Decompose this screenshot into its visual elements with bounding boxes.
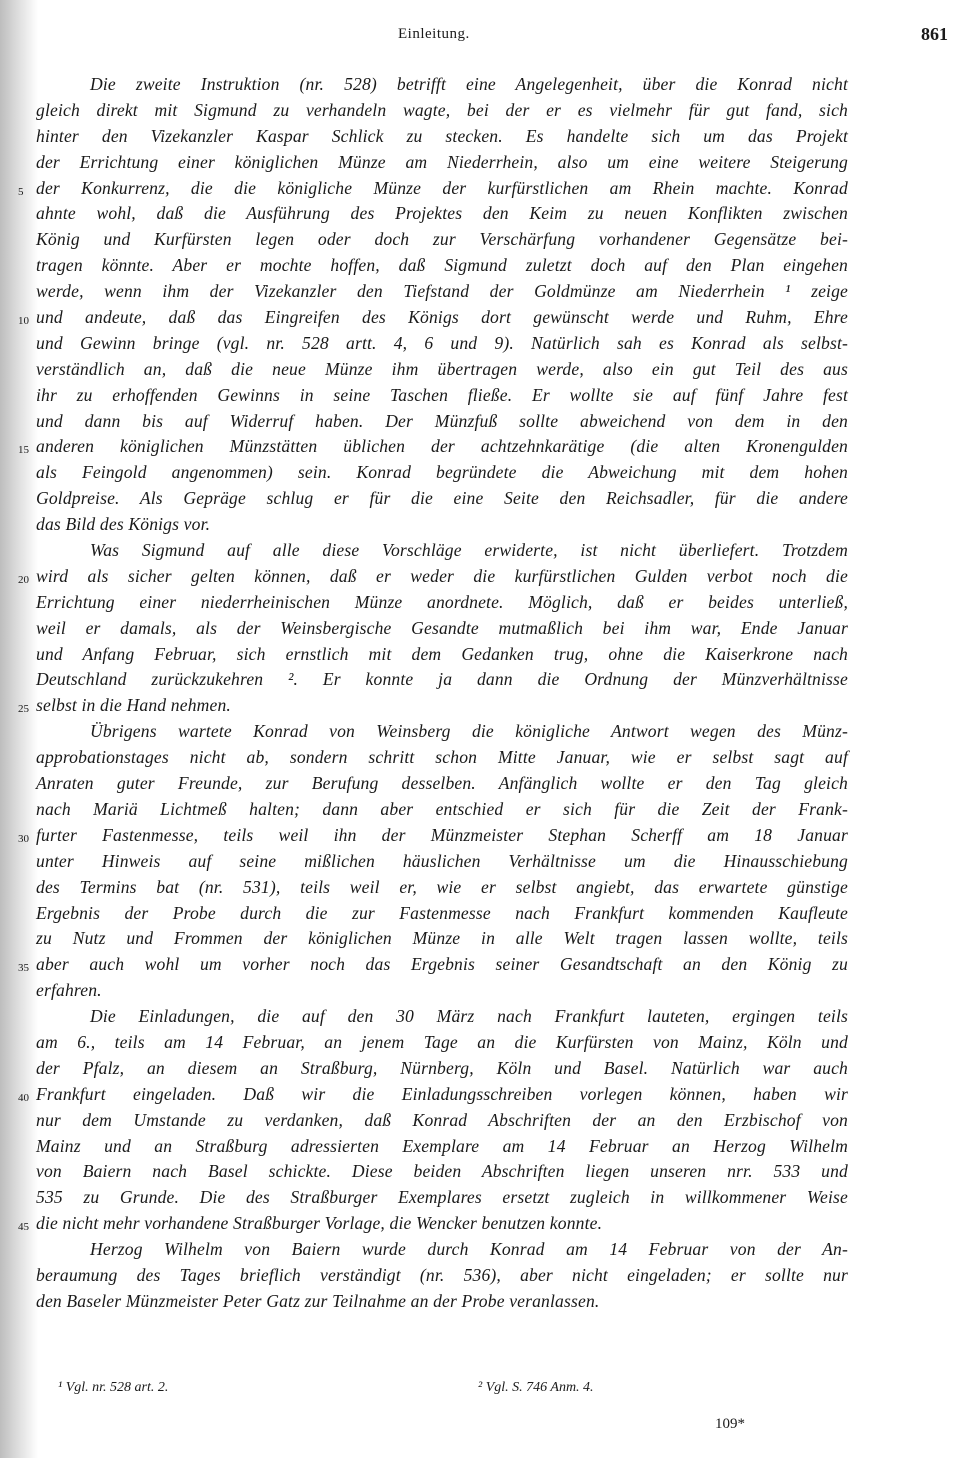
text-line — [0, 1004, 960, 1030]
line-text: nur dem Umstande zu verdanken, daß Konrad Abschriften der an den Erzbischof von — [36, 1109, 848, 1130]
line-text: von Baiern nach Basel schickte. Diese beiden Abschriften liegen unseren nrr. 533 und — [36, 1161, 848, 1182]
text-line — [0, 823, 960, 849]
text-line — [0, 926, 960, 952]
text-line — [0, 771, 960, 797]
line-number: 5 — [18, 185, 24, 198]
line-text: der Errichtung einer königlichen Münze am Niederrhein, also um eine weitere Steigerung — [36, 151, 848, 172]
text-line — [0, 1108, 960, 1134]
text-line — [0, 1134, 960, 1160]
line-text: des Termins bat (nr. 531), teils weil er, wie er selbst angiebt, das erwartete günstige — [36, 876, 848, 897]
text-line — [0, 486, 960, 512]
text-line — [0, 952, 960, 978]
line-text: hinter den Vizekanzler Kaspar Schlick zu stecken. Es handelte sich um das Projekt — [36, 125, 848, 146]
line-text: ahnte wohl, daß die Ausführung des Projektes den Keim zu neuen Konflikten zwischen — [36, 203, 848, 224]
text-line — [0, 124, 960, 150]
text-line — [0, 253, 960, 279]
line-text: und Anfang Februar, sich ernstlich mit dem Gedanken trug, ohne die Kaiserkrone nach — [36, 643, 848, 664]
text-line — [0, 1211, 960, 1237]
line-text: tragen könnte. Aber er mochte hoffen, daß Sigmund zuletzt doch auf den Plan eingehen — [36, 255, 848, 276]
line-text: Frankfurt eingeladen. Daß wir die Einladungsschreiben vorlegen können, haben wir — [36, 1083, 848, 1104]
text-line — [0, 1237, 960, 1263]
line-text: am 6., teils am 14 Februar, an jenem Tage an die Kurfürsten von Mainz, Köln und — [36, 1031, 848, 1052]
text-line — [0, 1185, 960, 1211]
line-text: der Pfalz, an diesem an Straßburg, Nürnberg, Köln und Basel. Natürlich war auch — [36, 1057, 848, 1078]
line-number: 35 — [18, 962, 29, 975]
line-text: nach Mariä Lichtmeß halten; dann aber entschied er sich für die Zeit der Frank- — [36, 798, 848, 819]
text-line — [0, 1082, 960, 1108]
line-text: als Feingold angenommen) sein. Konrad begründete die Abweichung mit dem hohen — [36, 462, 848, 483]
text-line — [0, 978, 960, 1004]
line-text: Die zweite Instruktion (nr. 528) betrifft eine Angelegenheit, über die Konrad nicht — [90, 74, 848, 94]
line-text: Herzog Wilhelm von Baiern wurde durch Konrad am 14 Februar von der An- — [90, 1239, 848, 1260]
text-line — [0, 201, 960, 227]
line-text: aber auch wohl um vorher noch das Ergebnis seiner Gesandtschaft an den König zu — [36, 954, 848, 975]
text-line — [0, 512, 960, 538]
line-text: verständlich an, daß die neue Münze ihm übertragen werde, also ein gut Teil des aus — [36, 358, 848, 379]
line-text: beraumung des Tages brieflich verständigt (nr. 536), aber nicht eingeladen; er sollte nur — [36, 1264, 848, 1285]
text-line — [0, 176, 960, 202]
page-header — [38, 24, 948, 52]
line-text: das Bild des Königs vor. — [36, 514, 211, 535]
line-text: furter Fastenmesse, teils weil ihn der Münzmeister Stephan Scherff am 18 Januar — [36, 824, 848, 845]
text-line — [0, 98, 960, 124]
line-text: 535 zu Grunde. Die des Straßburger Exemplares ersetzt zugleich in willkommener Weise — [36, 1187, 848, 1208]
line-text: und andeute, daß das Eingreifen des Königs dort gewünscht werde und Ruhm, Ehre — [36, 307, 848, 328]
line-text: Übrigens wartete Konrad von Weinsberg die königliche Antwort wegen des Münz- — [90, 721, 848, 742]
line-text: den Baseler Münzmeister Peter Gatz zur Teilnahme an der Probe veranlassen. — [36, 1290, 600, 1311]
text-line — [0, 460, 960, 486]
footnote-1: ¹ Vgl. nr. 528 art. 2. — [58, 1380, 169, 1395]
line-text: Ergebnis der Probe durch die zur Fastenmesse nach Frankfurt kommenden Kaufleute — [36, 902, 848, 923]
line-text: und Gewinn bringe (vgl. nr. 528 artt. 4, 6 und 9). Natürlich sah es Konrad als selbst- — [36, 332, 848, 353]
text-line — [0, 564, 960, 590]
text-line — [0, 538, 960, 564]
line-text: unter Hinweis auf seine mißlichen häuslichen Verhältnisse um die Hinausschiebung — [36, 850, 848, 871]
text-line — [0, 693, 960, 719]
text-line — [0, 409, 960, 435]
running-title: Einleitung. — [398, 26, 470, 42]
line-number: 45 — [18, 1221, 29, 1234]
line-number: 20 — [18, 573, 29, 586]
line-text: wird als sicher gelten können, daß er weder die kurfürstlichen Gulden verbot noch die — [36, 565, 848, 586]
line-text: Goldpreise. Als Gepräge schlug er für die eine Seite den Reichsadler, für die andere — [36, 488, 848, 509]
text-line — [0, 667, 960, 693]
text-line — [0, 719, 960, 745]
text-line — [0, 1159, 960, 1185]
text-line — [0, 1056, 960, 1082]
text-line — [0, 875, 960, 901]
line-text: Deutschland zurückzukehren ². Er konnte ja dann die Ordnung der Münzverhältnisse — [36, 669, 848, 690]
line-text: und dann bis auf Widerruf haben. Der Münzfuß sollte abweichend von dem in den — [36, 410, 848, 431]
text-line — [0, 616, 960, 642]
line-number: 10 — [18, 315, 29, 328]
text-line — [0, 72, 960, 98]
text-line — [0, 1030, 960, 1056]
text-line — [0, 305, 960, 331]
line-text: selbst in die Hand nehmen. — [36, 695, 231, 716]
text-line — [0, 745, 960, 771]
text-line — [0, 901, 960, 927]
line-text: approbationstages nicht ab, sondern schritt schon Mitte Januar, wie er selbst sagt auf — [36, 747, 848, 768]
text-line — [0, 227, 960, 253]
line-text: die nicht mehr vorhandene Straßburger Vorlage, die Wencker benutzen konnte. — [36, 1213, 603, 1234]
page-number: 861 — [921, 24, 948, 44]
line-text: König und Kurfürsten legen oder doch zur Verschärfung vorhandener Gegensätze bei- — [36, 229, 848, 250]
text-line — [0, 150, 960, 176]
line-number: 15 — [18, 444, 29, 457]
line-number: 40 — [18, 1091, 29, 1104]
text-line — [0, 1289, 960, 1315]
line-number: 25 — [18, 703, 29, 716]
text-line — [0, 331, 960, 357]
line-text: zu Nutz und Frommen der königlichen Münze in alle Welt tragen lassen wollte, teils — [36, 928, 848, 949]
body-text — [0, 72, 960, 1315]
line-number: 30 — [18, 832, 29, 845]
text-line — [0, 383, 960, 409]
line-text: werde, wenn ihm der Vizekanzler den Tiefstand der Goldmünze am Niederrhein ¹ zeige — [36, 281, 848, 302]
line-text: gleich direkt mit Sigmund zu verhandeln wagte, bei der er es vielmehr für gut fand, sich — [36, 99, 848, 120]
text-line — [0, 357, 960, 383]
text-line — [0, 642, 960, 668]
footnotes — [0, 1380, 960, 1440]
line-text: Die Einladungen, die auf den 30 März nach Frankfurt lauteten, ergingen teils — [90, 1006, 848, 1027]
line-text: Errichtung einer niederrheinischen Münze anordnete. Möglich, daß er beides unterließ, — [36, 591, 848, 612]
line-text: weil er damals, als der Weinsbergische Gesandte mutmaßlich bei ihm war, Ende Januar — [36, 617, 848, 638]
line-text: der Konkurrenz, die die königliche Münze der kurfürstlichen am Rhein machte. Konrad — [36, 177, 848, 198]
text-line — [0, 1263, 960, 1289]
text-line — [0, 590, 960, 616]
line-text: Was Sigmund auf alle diese Vorschläge erwiderte, ist nicht überliefert. Trotzdem — [90, 540, 848, 561]
text-line — [0, 434, 960, 460]
footnote-2: ² Vgl. S. 746 Anm. 4. — [478, 1380, 594, 1395]
sheet-signature: 109* — [715, 1416, 745, 1432]
line-text: erfahren. — [36, 980, 102, 1001]
line-text: ihr zu erhoffenden Gewinns in seine Taschen fließe. Er wollte sie auf fünf Jahre fest — [36, 384, 848, 405]
text-line — [0, 797, 960, 823]
text-line — [0, 279, 960, 305]
line-text: Anraten guter Freunde, zur Berufung desselben. Anfänglich wollte er den Tag gleich — [36, 773, 848, 794]
line-text: anderen königlichen Münzstätten üblichen der achtzehnkarätige (die alten Kronengulden — [36, 436, 848, 457]
line-text: Mainz und an Straßburg adressierten Exemplare am 14 Februar an Herzog Wilhelm — [36, 1135, 848, 1156]
text-line — [0, 849, 960, 875]
